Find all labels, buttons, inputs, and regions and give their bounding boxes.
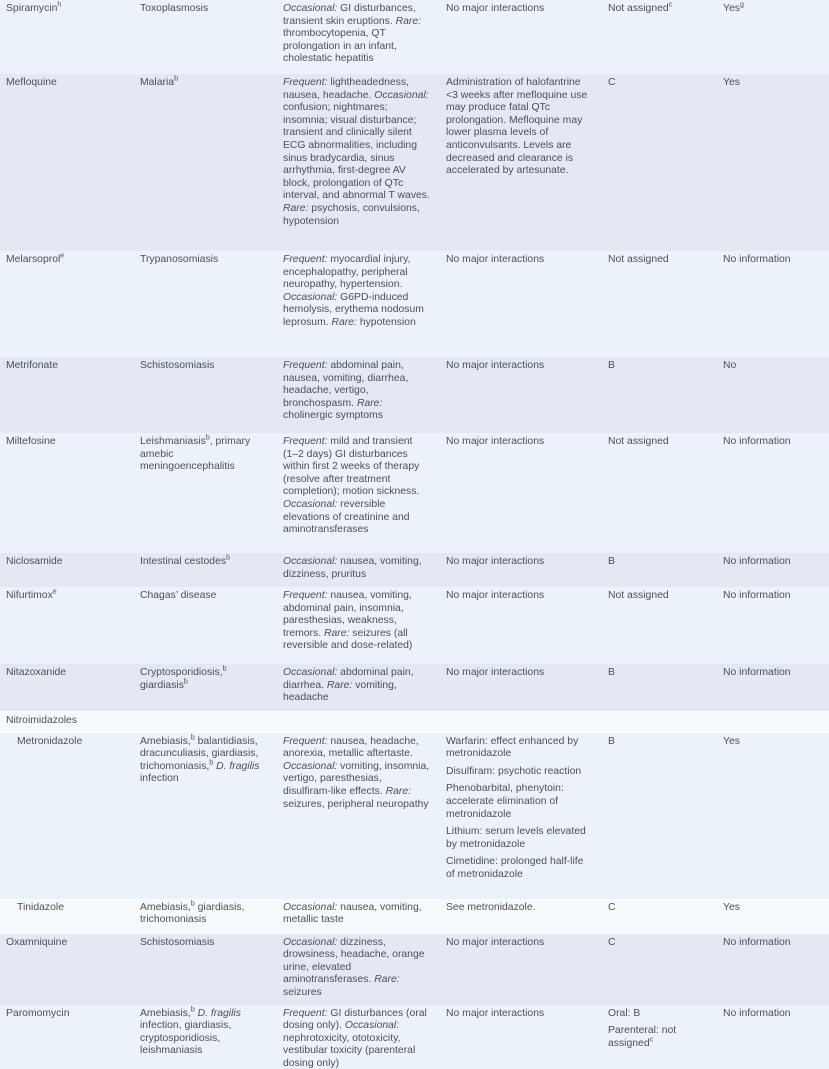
pregnancy-category-cell: B (608, 735, 615, 747)
interactions-cell: No major interactions (446, 254, 545, 265)
drug-name-cell: Tinidazole (17, 901, 64, 913)
drug-name-cell: Spiramycin$^h$ (6, 1, 62, 14)
drug-name-cell: Nitroimidazoles (6, 715, 78, 726)
interactions-cell: Administration of halofantrine <3 weeks after mefloquine use may produce fatal QTc prolongation. Mefloquine may lower plasma levels of anticonvulsants. Levels are decreased and clearance is accelerated by artesunate. (446, 77, 588, 177)
indication-cell: Amebiasis,$^b$ giardiasis, trichomoniasis (140, 900, 245, 926)
drug-name-cell: Metrifonate (6, 360, 58, 371)
adverse-effects-cell: Frequent: GI disturbances (oral dosing only). Occasional: nephrotoxicity, ototoxicity, vestibular toxicity (parenteral dosing only) (283, 1007, 427, 1069)
interactions-cell: No major interactions (446, 556, 545, 567)
breast-milk-cell: Yes$^g$ (723, 1, 744, 14)
indication-cell: Leishmaniasis$^b$, primary amebic meningoencephalitis (140, 434, 251, 473)
table-row (0, 74, 829, 251)
adverse-effects-cell: Frequent: abdominal pain, nausea, vomiting, diarrhea, headache, vertigo, bronchospasm. Rare: cholinergic symptoms (283, 360, 409, 422)
drug-name-cell: Niclosamide (6, 556, 63, 567)
interactions-cell: No major interactions (446, 590, 545, 601)
adverse-effects-cell: Frequent: lightheadedness, nausea, headache. Occasional: confusion; nightmares; insomnia; visual disturbance; transient and clinically silent ECG abnormalities, including sinus bradycardia, sinus arrhythmia, first-degree AV block, prolongation of QTc interval, and abnormal T waves. Rare: psychosis, convulsions, hypotension (283, 77, 430, 227)
pregnancy-category-cell: Not assigned$^c$ (608, 1, 673, 14)
indication-cell: Intestinal cestodes$^b$ (140, 554, 230, 567)
pregnancy-category-cell: Oral: B Parenteral: not assigned$^c$ (608, 1007, 677, 1049)
adverse-effects-cell (277, 711, 440, 733)
pregnancy-category-cell: B (608, 360, 615, 371)
table-row (0, 0, 829, 74)
adverse-effects-cell: Frequent: mild and transient (1–2 days) GI disturbances within first 2 weeks of therapy (resolve after treatment completion); motion sickness. Occasional: reversible elevations of creatinine and aminotransferases (283, 436, 420, 536)
table-row (0, 251, 829, 357)
table-row (0, 553, 829, 587)
breast-milk-cell: Yes (723, 735, 740, 747)
drug-name-cell: Metronidazole (17, 735, 83, 747)
indication-cell (134, 711, 277, 733)
breast-milk-cell (717, 711, 829, 733)
breast-milk-cell: Yes (723, 901, 740, 913)
adverse-effects-cell: Occasional: nausea, vomiting, metallic taste (283, 901, 422, 926)
table-row (0, 433, 829, 553)
adverse-effects-cell: Occasional: GI disturbances, transient skin eruptions. Rare: thrombocytopenia, QT prolongation in an infant, cholestatic hepatitis (283, 3, 422, 65)
interactions-cell (440, 711, 602, 733)
drug-name-cell: Nifurtimox$^e$ (6, 588, 57, 601)
drug-name-cell: Mefloquine (6, 77, 57, 88)
pregnancy-category-cell: B (608, 556, 615, 567)
breast-milk-cell: No information (723, 590, 791, 601)
breast-milk-cell: No information (723, 254, 791, 265)
interactions-cell: No major interactions (446, 360, 545, 371)
indication-cell: Amebiasis,$^b$ balantidiasis, dracunculiasis, giardiasis, trichomoniasis,$^b$ D. fragilis infection (140, 734, 260, 785)
pregnancy-category-cell: Not assigned (608, 436, 669, 447)
drug-name-cell: Oxamniquine (6, 936, 68, 948)
pregnancy-category-cell: C (608, 901, 616, 913)
adverse-effects-cell: Occasional: dizziness, drowsiness, headache, orange urine, elevated aminotransferases. Rare: seizures (283, 936, 425, 998)
indication-cell: Trypanosomiasis (140, 254, 219, 265)
drug-name-cell: Paromomycin (6, 1007, 70, 1019)
breast-milk-cell: No information (723, 556, 791, 567)
interactions-cell: No major interactions (446, 3, 545, 14)
pregnancy-category-cell: Not assigned (608, 254, 669, 265)
table-row (0, 899, 829, 934)
table-row (0, 733, 829, 899)
indication-cell: Toxoplasmosis (140, 3, 209, 14)
table-row (0, 664, 829, 711)
breast-milk-cell: No (723, 360, 737, 371)
section-header-row (0, 711, 829, 733)
drug-name-cell: Miltefosine (6, 436, 56, 447)
interactions-cell: See metronidazole. (446, 901, 536, 913)
adverse-effects-cell: Occasional: nausea, vomiting, dizziness, pruritus (283, 556, 422, 580)
table-row (0, 934, 829, 1005)
adverse-effects-cell: Occasional: abdominal pain, diarrhea. Rare: vomiting, headache (283, 667, 414, 704)
indication-cell: Malaria$^b$ (140, 75, 178, 88)
pregnancy-category-cell: C (608, 77, 616, 88)
adverse-effects-cell: Frequent: nausea, vomiting, abdominal pain, insomnia, paresthesias, weakness, tremors. Rare: seizures (all reversible and dose-related) (283, 590, 413, 652)
indication-cell: Cryptosporidiosis,$^b$ giardiasis$^b$ (140, 665, 227, 691)
interactions-cell: No major interactions (446, 667, 545, 678)
table-row (0, 587, 829, 664)
table-row (0, 357, 829, 433)
pregnancy-category-cell (602, 711, 717, 733)
pregnancy-category-cell: Not assigned (608, 590, 669, 601)
indication-cell: Schistosomiasis (140, 936, 215, 948)
indication-cell: Amebiasis,$^b$ D. fragilis infection, giardiasis, cryptosporidiosis, leishmaniasis (140, 1006, 241, 1057)
pregnancy-category-cell: C (608, 936, 616, 948)
table-row (0, 1005, 829, 1069)
breast-milk-cell: No information (723, 667, 791, 678)
interactions-cell: Warfarin: effect enhanced by metronidazole Disulfiram: psychotic reaction Phenobarbital, phenytoin: accelerate elimination of metronidazole Lithium: serum levels elevated by metronidazole Cimetidine: prolonged half-life of metronidazole (446, 735, 586, 880)
indication-cell: Schistosomiasis (140, 360, 215, 371)
interactions-cell: No major interactions (446, 1007, 545, 1019)
drug-name-cell: Melarsoprol$^e$ (6, 252, 65, 265)
breast-milk-cell: No information (723, 936, 791, 948)
breast-milk-cell: No information (723, 436, 791, 447)
interactions-cell: No major interactions (446, 936, 545, 948)
interactions-cell: No major interactions (446, 436, 545, 447)
drug-name-cell: Nitazoxanide (6, 667, 67, 678)
adverse-effects-cell: Frequent: myocardial injury, encephalopathy, peripheral neuropathy, hypertension. Occasional: G6PD-induced hemolysis, erythema nodosum leprosum. Rare: hypotension (283, 254, 424, 328)
adverse-effects-cell: Frequent: nausea, headache, anorexia, metallic aftertaste. Occasional: vomiting, insomnia, vertigo, paresthesias, disulfiram-like effects. Rare: seizures, peripheral neuropathy (283, 735, 430, 810)
breast-milk-cell: Yes (723, 77, 740, 88)
pregnancy-category-cell: B (608, 667, 615, 678)
breast-milk-cell: No information (723, 1007, 791, 1019)
indication-cell: Chagas’ disease (140, 590, 217, 601)
